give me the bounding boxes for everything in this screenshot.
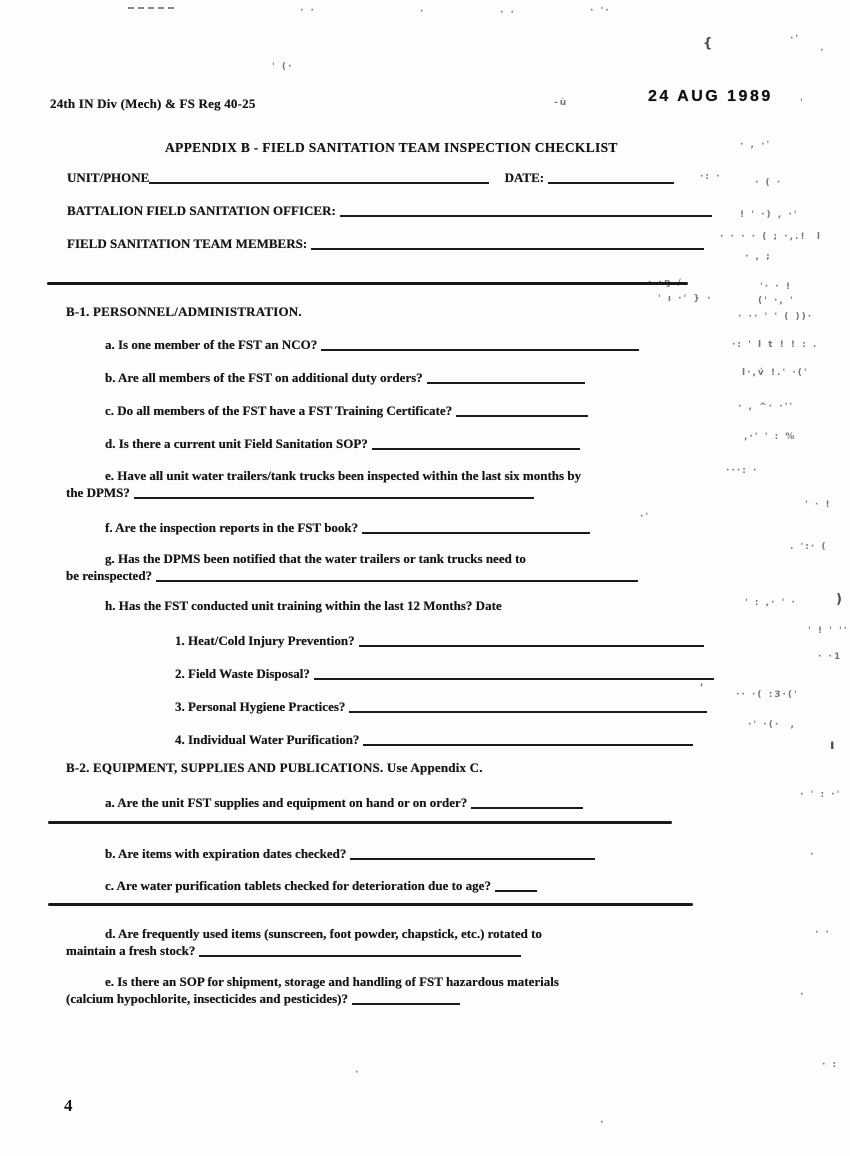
scan-artifact: ) [836,592,844,607]
scan-artifact: ·· ·( :3·(' [736,690,799,700]
question-text: 2. Field Waste Disposal? [175,666,310,681]
answer-blank-b2-e[interactable] [352,992,460,1005]
page-number: 4 [64,1096,73,1115]
scan-artifact: ' ı ·' } · [658,294,713,304]
question-b2-c [105,878,537,894]
battalion-officer-blank[interactable] [340,204,712,217]
question-text: h. Has the FST conducted unit training within the last 12 Months? Date [105,598,502,613]
answer-blank-b1-h2[interactable] [314,667,714,680]
scan-artifact: ' : ,· ' · [745,598,797,608]
scan-artifact: '· · ! [760,282,792,292]
question-b1-e-line2 [66,485,534,501]
scan-artifact: · [810,850,816,860]
question-text: 3. Personal Hygiene Practices? [175,699,346,714]
question-b1-f [105,520,590,536]
date-stamp: 24 AUG 1989 [648,88,773,105]
question-text: g. Has the DPMS been notified that the water trailers or tank trucks need to [105,551,526,566]
question-text: b. Are all members of the FST on additional duty orders? [105,370,423,385]
unit-phone-blank[interactable] [149,171,489,184]
scan-artifact: ,·' ' : % [744,432,797,442]
answer-blank-b1-e[interactable] [134,486,534,499]
unit-phone-row [67,170,674,186]
scan-artifact: ı [830,738,837,753]
section-divider [48,821,672,824]
answer-blank-b1-h1[interactable] [359,634,704,647]
date-blank[interactable] [548,171,674,184]
question-text: (calcium hypochlorite, insecticides and pesticides)? [66,991,349,1006]
scan-artifact: (' ·, ' [758,296,795,306]
question-b2-e-line1 [105,974,559,990]
scan-artifact: . ':· ( [790,542,828,552]
scan-artifact: ···: · [726,466,759,476]
question-b1-c [105,403,588,419]
answer-blank-b1-g[interactable] [156,569,638,582]
question-b1-a [105,337,639,353]
answer-blank-b1-h3[interactable] [349,700,707,713]
scan-artifact: · : [822,1060,839,1070]
document-title: APPENDIX B - FIELD SANITATION TEAM INSPECTION CHECKLIST [165,140,618,155]
scan-artifact: · · · · ( ; ·,.! l [720,232,822,242]
section-divider [48,903,693,906]
scan-artifact: ·: ' l t ! ! : . [732,340,819,350]
scan-artifact: · , ; [745,252,772,262]
document-reference: 24th IN Div (Mech) & FS Reg 40-25 [50,96,256,111]
scan-artifact: { [703,36,715,51]
scan-artifact: , [700,678,706,688]
scan-artifact: ·' [790,34,801,44]
scan-artifact: ·' ·(· , [748,720,796,730]
scan-artifact: · ·1 [818,652,843,662]
answer-blank-b2-c[interactable] [495,879,537,892]
scan-artifact: · · [500,8,516,18]
question-b2-d-line2 [66,943,521,959]
question-text: 1. Heat/Cold Injury Prevention? [175,633,355,648]
question-b2-d-line1 [105,926,542,942]
team-members-blank[interactable] [311,237,704,250]
answer-blank-b1-h4[interactable] [363,733,693,746]
scan-artifact: · [800,990,806,1000]
scan-artifact: ·' [640,512,651,522]
scan-artifact: · · [815,928,831,938]
question-text: 4. Individual Water Purification? [175,732,360,747]
question-text: the DPMS? [66,485,130,500]
question-b1-b [105,370,585,386]
answer-blank-b1-a[interactable] [321,338,639,351]
question-b1-g-line1 [105,551,526,567]
question-text: f. Are the inspection reports in the FST book? [105,520,359,535]
section-b2-heading: B-2. EQUIPMENT, SUPPLIES AND PUBLICATIONS. Use Appendix C. [66,760,483,775]
scan-artifact: ! ' ·) , ·' [740,210,799,220]
battalion-officer-row [67,203,712,219]
scan-artifact: · , ^· ·'' [738,402,795,412]
question-text: e. Is there an SOP for shipment, storage and handling of FST hazardous materials [105,974,559,989]
scan-artifact: · [600,1118,606,1128]
question-text: d. Is there a current unit Field Sanitation SOP? [105,436,368,451]
question-b1-g-line2 [66,568,638,584]
question-text: a. Are the unit FST supplies and equipment on hand or on order? [105,795,468,810]
question-text: e. Have all unit water trailers/tank trucks been inspected within the last six months by [105,468,582,483]
question-b2-e-line2 [66,991,460,1007]
question-b1-h3 [175,699,707,715]
scan-artifact: ' ! ' '' [808,626,849,636]
scan-artifact: · [355,1068,361,1078]
question-text: maintain a fresh stock? [66,943,196,958]
answer-blank-b1-f[interactable] [362,521,590,534]
question-text: b. Are items with expiration dates checked? [105,846,347,861]
scan-artifact: · '· [590,6,611,16]
question-text: be reinspected? [66,568,153,583]
question-b1-h [105,598,502,614]
scan-artifact: · ·· ' ' ( ))· [738,312,814,322]
answer-blank-b1-d[interactable] [372,437,580,450]
battalion-officer-label: BATTALION FIELD SANITATION OFFICER: [67,203,336,218]
question-b1-h1 [175,633,704,649]
question-b1-e-line1 [105,468,581,484]
answer-blank-b1-c[interactable] [456,404,588,417]
scan-artifact: · [820,46,826,56]
question-text: c. Are water purification tablets checked for deterioration due to age? [105,878,491,893]
unit-phone-label: UNIT/PHONE [67,170,150,185]
scan-artifact: · · [300,6,316,16]
date-label: DATE: [504,170,545,185]
scan-artifact [128,7,174,9]
question-text: a. Is one member of the FST an NCO? [105,337,318,352]
question-b1-d [105,436,580,452]
section-divider [47,282,688,285]
question-text: d. Are frequently used items (sunscreen, foot powder, chapstick, etc.) rotated to [105,926,542,941]
team-members-row [67,236,704,252]
scan-artifact: ' · ! [805,500,832,510]
scan-artifact: ·: · [700,172,722,182]
question-b2-a [105,795,583,811]
scan-artifact: l·,v́ !.' ·(' [742,368,809,378]
answer-blank-b2-b[interactable] [350,847,595,860]
scan-artifact: ' [800,98,805,108]
team-members-label: FIELD SANITATION TEAM MEMBERS: [67,236,308,251]
scan-artifact: ' (· [272,62,294,72]
question-b1-h2 [175,666,714,682]
answer-blank-b2-a[interactable] [471,796,583,809]
answer-blank-b2-d[interactable] [199,944,521,957]
answer-blank-b1-b[interactable] [427,371,585,384]
scan-artifact: · ' : ·' [800,790,842,800]
question-b2-b [105,846,595,862]
scan-artifact: · , ·' [740,140,772,150]
section-b1-heading: B-1. PERSONNEL/ADMINISTRATION. [66,304,302,319]
scan-artifact: · ( · [755,178,783,188]
scan-artifact: · [420,7,426,17]
question-b1-h4 [175,732,693,748]
question-text: c. Do all members of the FST have a FST Training Certificate? [105,403,453,418]
scan-artifact: -ù [554,98,569,108]
